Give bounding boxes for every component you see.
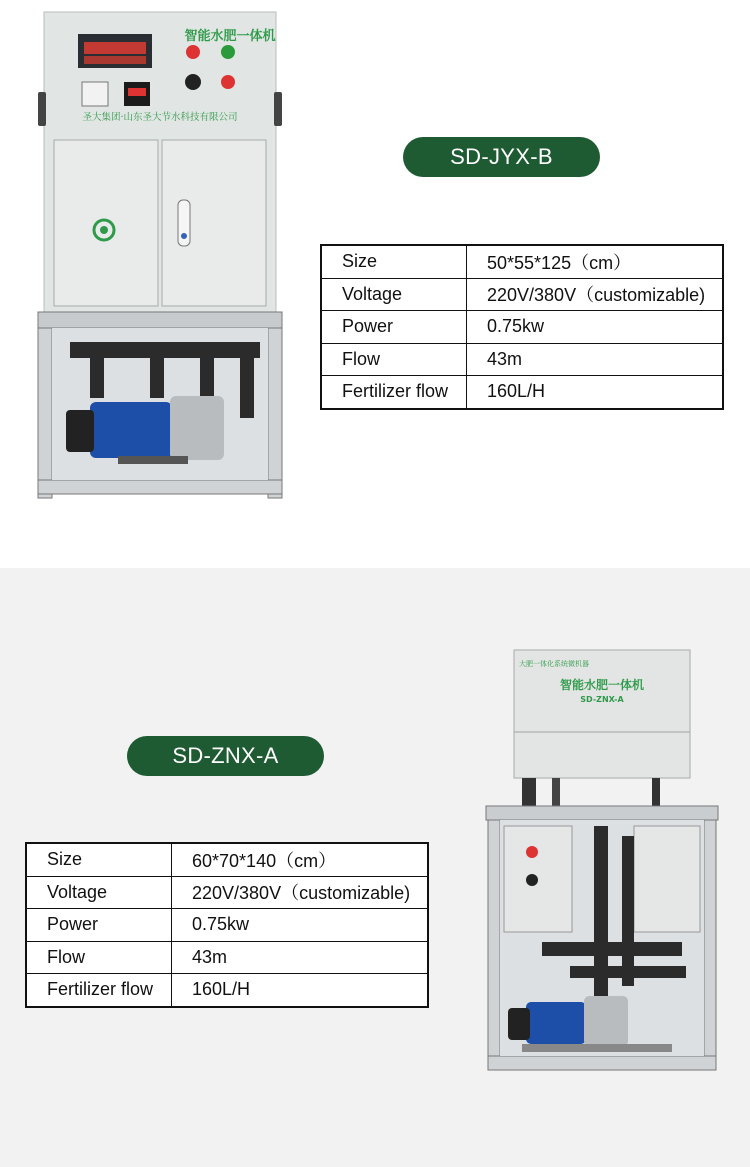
spec-row-flow: [26, 941, 428, 974]
svg-text:圣大集团·山东圣大节水科技有限公司: 圣大集团·山东圣大节水科技有限公司: [82, 112, 238, 123]
spec-row-power: [321, 311, 723, 344]
spec-value: 60*70*140（cm）: [172, 843, 429, 876]
spec-row-voltage: [26, 876, 428, 909]
spec-row-fertilizer-flow: [26, 974, 428, 1007]
spec-label: Power: [321, 311, 467, 344]
spec-row-flow: [321, 343, 723, 376]
spec-label: Fertilizer flow: [26, 974, 172, 1007]
spec-value: 50*55*125（cm）: [467, 245, 724, 278]
svg-text:大肥一体化系统微机器: 大肥一体化系统微机器: [519, 660, 589, 668]
spec-value: 0.75kw: [172, 909, 429, 942]
spec-label: Voltage: [26, 876, 172, 909]
svg-text:智能水肥一体机: 智能水肥一体机: [184, 29, 276, 44]
spec-value: 0.75kw: [467, 311, 724, 344]
spec-label: Flow: [321, 343, 467, 376]
spec-row-fertilizer-flow: [321, 376, 723, 409]
spec-row-power: [26, 909, 428, 942]
spec-value: 43m: [172, 941, 429, 974]
spec-table: [320, 244, 724, 410]
spec-value: 160L/H: [172, 974, 429, 1007]
spec-label: Size: [26, 843, 172, 876]
product-section-sd-znx-a: [0, 568, 750, 1167]
product-section-sd-jyx-b: [0, 0, 750, 568]
svg-text:SD-ZNX-A: SD-ZNX-A: [580, 695, 624, 704]
model-badge: SD-ZNX-A: [127, 736, 324, 776]
spec-label: Fertilizer flow: [321, 376, 467, 409]
spec-value: 220V/380V（customizable): [467, 278, 724, 311]
machine-photo-sd-znx-a: [482, 646, 722, 1086]
spec-row-size: [26, 843, 428, 876]
spec-label: Power: [26, 909, 172, 942]
svg-text:智能水肥一体机: 智能水肥一体机: [559, 678, 645, 692]
spec-label: Size: [321, 245, 467, 278]
spec-row-size: [321, 245, 723, 278]
spec-value: 220V/380V（customizable): [172, 876, 429, 909]
spec-label: Voltage: [321, 278, 467, 311]
spec-table: [25, 842, 429, 1008]
model-badge: SD-JYX-B: [403, 137, 600, 177]
spec-label: Flow: [26, 941, 172, 974]
spec-value: 43m: [467, 343, 724, 376]
machine-photo-sd-jyx-b: [30, 10, 290, 510]
spec-row-voltage: [321, 278, 723, 311]
spec-value: 160L/H: [467, 376, 724, 409]
